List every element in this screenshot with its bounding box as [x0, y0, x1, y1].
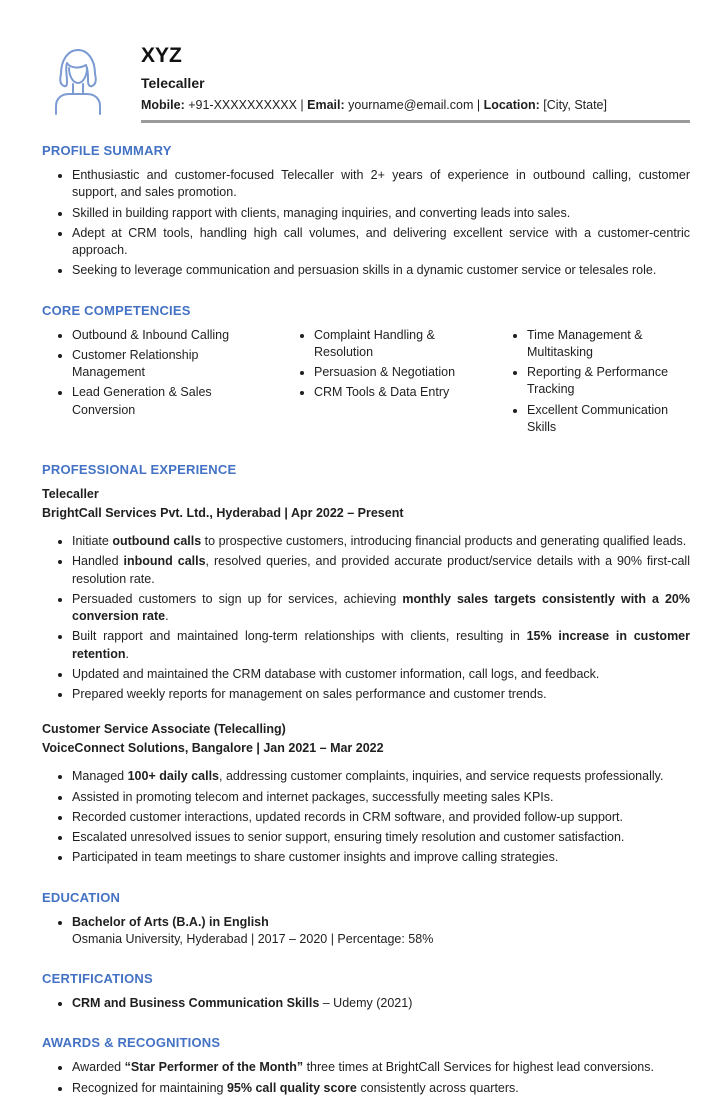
section-education	[42, 890, 690, 949]
bold-text: CRM and Business Communication Skills	[72, 996, 320, 1010]
bullet-item: • Time Management & Multitasking	[527, 327, 690, 362]
text: three times at BrightCall Services for highest lead conversions.	[303, 1060, 654, 1075]
text: Escalated unresolved issues to senior support, ensuring timely resolution and customer satisfaction.	[72, 830, 625, 844]
resume-header	[42, 44, 690, 114]
section-professional-experience	[42, 462, 690, 867]
text: [City, State]	[539, 98, 607, 113]
bold-text: Email:	[307, 98, 345, 113]
text: Persuaded customers to sign up for services, achieving	[72, 591, 403, 606]
job-entry-customer-service-associate	[42, 721, 690, 866]
job-role: Telecaller	[42, 487, 99, 501]
header-divider	[141, 120, 690, 123]
core-competencies-heading: CORE COMPETENCIES	[42, 302, 191, 318]
bold-text: Location:	[483, 98, 540, 113]
text: Participated in team meetings to share customer insights and improve calling strategies.	[72, 850, 559, 865]
text: Seeking to leverage communication and persuasion skills in a dynamic customer service or telesales role.	[72, 263, 657, 278]
bullet-item	[72, 591, 690, 626]
bullet-item	[72, 666, 690, 683]
bold-text: 15% increase in customer retention	[72, 629, 690, 661]
professional-experience-heading: PROFESSIONAL EXPERIENCE	[42, 462, 237, 477]
bold-text: monthly sales targets consistently with a 20% conversion rate	[72, 591, 690, 623]
text: .	[165, 609, 169, 623]
competencies-column-3	[497, 327, 690, 440]
bullet-item	[72, 533, 690, 550]
competencies-column-2	[284, 327, 497, 440]
text: Prepared weekly reports for management on sales performance and customer trends.	[72, 687, 547, 701]
job-bullet-list	[42, 768, 690, 866]
bullet-item	[72, 789, 690, 806]
bullet-item	[72, 995, 690, 1012]
contact-line	[141, 98, 607, 112]
text: yourname@email.com |	[344, 98, 484, 113]
education-list	[42, 914, 690, 949]
bullet-item	[72, 553, 690, 588]
text: – Udemy (2021)	[319, 996, 413, 1010]
profile-summary-heading: PROFILE SUMMARY	[42, 143, 172, 158]
bold-text: inbound calls	[123, 554, 206, 569]
text: Enthusiastic and customer-focused Telecaller with 2+ years of experience in outbound calling, customer support, and sales promotion.	[72, 168, 690, 200]
bullet-item: • Reporting & Performance Tracking	[527, 364, 690, 399]
competencies-column-1	[42, 327, 284, 440]
section-core-competencies	[42, 303, 690, 440]
text: Adept at CRM tools, handling high call volumes, and delivering excellent service with a customer-centric approach.	[72, 225, 690, 257]
bold-text: Bachelor of Arts (B.A.) in English	[72, 914, 269, 929]
bullet-item: • Persuasion & Negotiation	[314, 364, 466, 381]
bullet-item	[72, 686, 690, 703]
text: Handled	[72, 554, 124, 569]
text: .	[125, 646, 129, 661]
job-role: Customer Service Associate (Telecalling)	[42, 722, 286, 737]
text: Updated and maintained the CRM database with customer information, call logs, and feedback.	[72, 666, 600, 681]
bullet-item: • Outbound & Inbound Calling	[72, 327, 242, 344]
text: , resolved queries, and provided accurate product/service details with a 90% first-call resolution rate.	[72, 554, 690, 586]
job-org-dates: BrightCall Services Pvt. Ltd., Hyderabad | Apr 2022 – Present	[42, 505, 404, 520]
text: Recorded customer interactions, updated records in CRM software, and provided follow-up support.	[72, 809, 623, 824]
candidate-name: XYZ	[141, 44, 182, 67]
job-org-dates: VoiceConnect Solutions, Bangalore | Jan 2021 – Mar 2022	[42, 740, 384, 755]
certifications-heading: CERTIFICATIONS	[42, 971, 153, 986]
text: Recognized for maintaining	[72, 1080, 227, 1095]
bold-text: 95% call quality score	[226, 1080, 357, 1095]
text: +91-XXXXXXXXXX |	[184, 98, 308, 113]
text: , addressing customer complaints, inquiries, and service requests professionally.	[219, 769, 664, 784]
bullet-item: • Complaint Handling & Resolution	[314, 327, 466, 362]
text: Skilled in building rapport with clients, managing inquiries, and converting leads into sales.	[72, 205, 571, 220]
text: Built rapport and maintained long-term relationships with clients, resulting in	[72, 629, 527, 644]
education-heading: EDUCATION	[42, 889, 121, 905]
bullet-item: • Customer Relationship Management	[72, 347, 242, 382]
bullet-item	[72, 225, 690, 260]
text: Osmania University, Hyderabad | 2017 – 2020 | Percentage: 58%	[72, 931, 434, 946]
awards-list	[42, 1059, 690, 1097]
job-bullet-list	[42, 533, 690, 703]
bold-text: “Star Performer of the Month”	[124, 1060, 304, 1075]
bullet-item: • CRM Tools & Data Entry	[314, 384, 466, 401]
bold-text: outbound calls	[112, 534, 202, 548]
candidate-job-title: Telecaller	[141, 75, 205, 92]
header-text-block	[141, 44, 607, 112]
certifications-list	[42, 995, 690, 1012]
bullet-item	[72, 809, 690, 826]
section-awards-recognitions	[42, 1035, 690, 1097]
text: to prospective customers, introducing financial products and generating qualified leads.	[201, 534, 687, 548]
bullet-item	[72, 1059, 690, 1076]
bullet-item	[72, 262, 690, 279]
bullet-item	[72, 829, 690, 846]
bullet-item	[72, 768, 690, 785]
bullet-item	[72, 914, 690, 949]
bullet-item	[72, 1080, 690, 1097]
bullet-item	[72, 628, 690, 663]
text: Managed	[72, 769, 128, 784]
bullet-item	[72, 849, 690, 866]
bullet-item: • Lead Generation & Sales Conversion	[72, 384, 242, 419]
female-avatar-icon	[48, 46, 108, 114]
bullet-item: • Excellent Communication Skills	[527, 402, 690, 437]
competencies-columns	[42, 327, 690, 440]
bold-text: Mobile:	[141, 98, 185, 113]
text: Awarded	[72, 1060, 125, 1075]
bold-text: 100+ daily calls	[127, 769, 219, 784]
text: consistently across quarters.	[356, 1080, 519, 1095]
bullet-item	[72, 205, 690, 222]
bullet-item	[72, 167, 690, 202]
awards-heading: AWARDS & RECOGNITIONS	[42, 1035, 221, 1051]
section-certifications	[42, 971, 690, 1012]
text: Initiate	[72, 534, 113, 548]
text: Assisted in promoting telecom and internet packages, successfully meeting sales KPIs.	[72, 789, 554, 804]
section-profile-summary	[42, 143, 690, 280]
job-entry-telecaller	[42, 486, 690, 703]
profile-summary-list	[42, 167, 690, 280]
